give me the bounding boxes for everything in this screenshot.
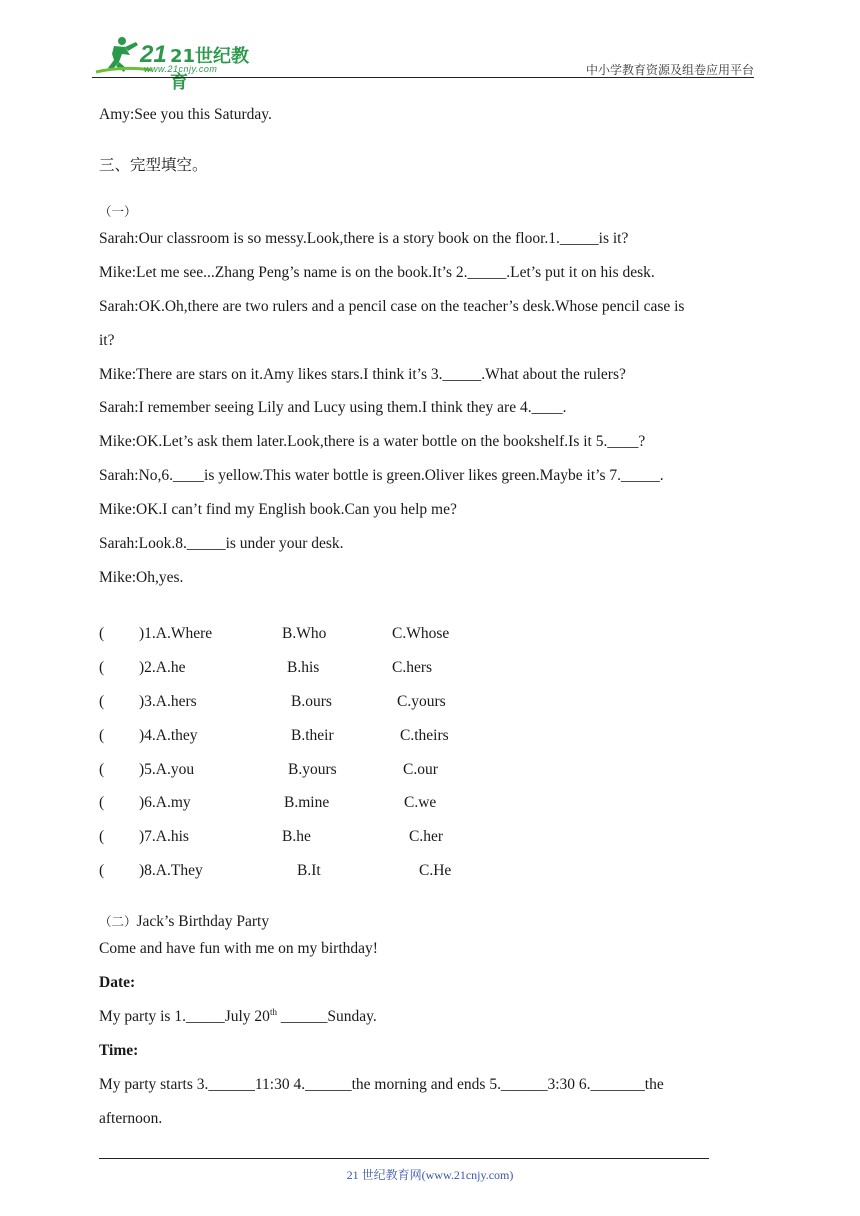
option-a: )5.A.you xyxy=(139,761,195,778)
answer-blank[interactable]: ( xyxy=(99,761,105,778)
option-c: C.her xyxy=(409,828,444,845)
section-heading: 三、完型填空。 xyxy=(99,157,208,174)
option-a: )1.A.Where xyxy=(139,625,213,642)
page-header xyxy=(92,32,754,93)
part-two-heading xyxy=(99,913,269,931)
option-b: B.he xyxy=(282,828,311,845)
dialogue-line: Sarah:Look.8._____is under your desk. xyxy=(99,535,344,552)
logo-title: 21世纪教育 xyxy=(170,46,250,93)
svg-text:21: 21 xyxy=(140,41,167,68)
date-text-end: ______Sunday. xyxy=(276,1008,377,1025)
option-b: B.Who xyxy=(282,625,327,642)
dialogue-line: Mike:OK.Let’s ask them later.Look,there is a water bottle on the bookshelf.Is it 5.____? xyxy=(99,433,646,450)
dialogue-line: Mike:Let me see...Zhang Peng’s name is on the book.It’s 2._____.Let’s put it on his desk. xyxy=(99,264,655,281)
invitation-line: Come and have fun with me on my birthday! xyxy=(99,940,378,957)
dialogue-line: Sarah:Our classroom is so messy.Look,there is a story book on the floor.1._____is it? xyxy=(99,230,629,247)
date-label: Date: xyxy=(99,974,136,991)
option-a: )7.A.his xyxy=(139,828,189,845)
answer-blank[interactable]: ( xyxy=(99,727,105,744)
dialogue-line: Sarah:I remember seeing Lily and Lucy using them.I think they are 4.____. xyxy=(99,399,567,416)
footer-text[interactable]: 21 世纪教育网(www.21cnjy.com) xyxy=(346,1168,514,1182)
option-b: B.mine xyxy=(284,794,330,811)
date-text: My party is 1._____July 20 xyxy=(99,1008,270,1025)
option-c: C.yours xyxy=(397,693,446,710)
time-line: My party starts 3.______11:30 4.______the morning and ends 5.______3:30 6._______the xyxy=(99,1076,664,1093)
option-a: )4.A.they xyxy=(139,727,198,744)
part-label: （二） xyxy=(99,915,137,929)
dialogue-line: Sarah:No,6.____is yellow.This water bottle is green.Oliver likes green.Maybe it’s 7._____. xyxy=(99,467,664,484)
answer-blank[interactable]: ( xyxy=(99,693,105,710)
answer-blank[interactable]: ( xyxy=(99,625,105,642)
option-b: B.yours xyxy=(288,761,337,778)
part-label: （一） xyxy=(99,205,137,219)
answer-blank[interactable]: ( xyxy=(99,794,105,811)
option-a: )3.A.hers xyxy=(139,693,197,710)
site-logo xyxy=(92,32,262,93)
option-b: B.It xyxy=(297,862,321,879)
option-b: B.ours xyxy=(291,693,332,710)
date-ordinal: th xyxy=(269,1006,277,1017)
text-line: Amy:See you this Saturday. xyxy=(99,106,272,123)
option-c: C.we xyxy=(404,794,437,811)
answer-blank[interactable]: ( xyxy=(99,828,105,845)
time-line: afternoon. xyxy=(99,1110,163,1127)
time-label: Time: xyxy=(99,1042,139,1059)
footer-divider xyxy=(99,1158,709,1159)
option-c: C.theirs xyxy=(400,727,449,744)
option-b: B.their xyxy=(291,727,334,744)
dialogue-line: Sarah:OK.Oh,there are two rulers and a pencil case on the teacher’s desk.Whose pencil case is xyxy=(99,298,685,315)
dialogue-line: it? xyxy=(99,332,115,349)
option-a: )8.A.They xyxy=(139,862,203,879)
header-divider xyxy=(92,77,754,78)
option-c: C.Whose xyxy=(392,625,450,642)
header-tagline: 中小学教育资源及组卷应用平台 xyxy=(585,63,754,77)
answer-blank[interactable]: ( xyxy=(99,659,105,676)
option-c: C.He xyxy=(419,862,452,879)
dialogue-line: Mike:Oh,yes. xyxy=(99,569,184,586)
logo-url: www.21cnjy.com xyxy=(144,64,218,74)
option-c: C.our xyxy=(403,761,438,778)
option-b: B.his xyxy=(287,659,320,676)
option-a: )2.A.he xyxy=(139,659,186,676)
part-title: Jack’s Birthday Party xyxy=(136,913,270,930)
date-line xyxy=(99,1008,377,1026)
option-c: C.hers xyxy=(392,659,433,676)
answer-blank[interactable]: ( xyxy=(99,862,105,879)
dialogue-line: Mike:OK.I can’t find my English book.Can you help me? xyxy=(99,501,457,518)
option-a: )6.A.my xyxy=(139,794,191,811)
dialogue-line: Mike:There are stars on it.Amy likes stars.I think it’s 3._____.What about the rulers? xyxy=(99,366,626,383)
